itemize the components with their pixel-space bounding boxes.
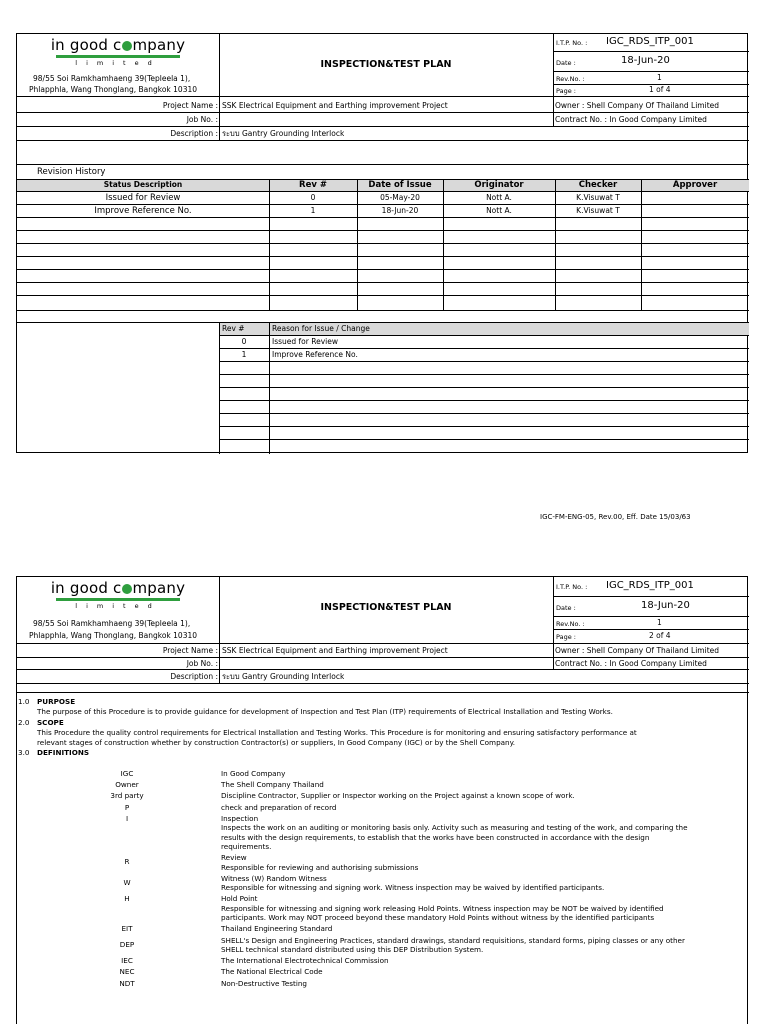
label-date: Date : — [556, 59, 576, 67]
table-cell: 05-May-20 — [380, 193, 420, 202]
table-cell: 1 — [310, 206, 316, 215]
definition-text: In Good Company — [221, 769, 286, 778]
form-footer: IGC-FM-ENG-05, Rev.00, Eff. Date 15/03/63 — [540, 513, 691, 521]
label-itp-no: I.T.P. No. : — [556, 39, 588, 47]
project-name: SSK Electrical Equipment and Earthing improvement Project — [222, 646, 448, 655]
page-number: 1 of 4 — [649, 85, 671, 94]
label-rev-no: Rev.No. : — [556, 75, 585, 83]
label-description: Description : — [170, 129, 218, 138]
revision-number: 1 — [657, 618, 662, 627]
itp-page-2 — [16, 576, 748, 1024]
table-cell: Nott A. — [486, 193, 512, 202]
label-date: Date : — [556, 604, 576, 612]
purpose-text: The purpose of this Procedure is to provide guidance for development of Inspection and Test Plan (ITP) requirements of Electrical Installation and Testing Works. — [37, 707, 613, 716]
reason-header-rev: Rev # — [222, 324, 245, 333]
scope-text-2: relevant stages of construction whether by construction Contractor(s) or suppliers, In Good Company (IGC) or by the Shell Company. — [37, 738, 516, 747]
project-name: SSK Electrical Equipment and Earthing improvement Project — [222, 101, 448, 110]
rh-header-rev: Rev # — [299, 180, 327, 190]
definition-text: Responsible for reviewing and authorising submissions — [221, 862, 419, 872]
definition-term: NEC — [119, 967, 135, 977]
label-itp-no: I.T.P. No. : — [556, 583, 588, 591]
logo-dot-icon — [122, 584, 132, 594]
label-rev-no: Rev.No. : — [556, 620, 585, 628]
reason-header-reason: Reason for Issue / Change — [272, 324, 370, 333]
definition-text: Inspection — [221, 813, 259, 823]
company-logo: in good c mpany limited — [50, 36, 186, 67]
company-address-1: 98/55 Soi Ramkhamhaeng 39(Tepleela 1), — [33, 74, 191, 83]
logo-dot-icon — [122, 41, 132, 51]
definition-text: Hold Point — [221, 894, 258, 904]
section-title-scope: SCOPE — [37, 718, 64, 727]
document-title: INSPECTION&TEST PLAN — [320, 603, 452, 613]
definition-term: Owner — [115, 780, 139, 790]
definition-text: The Shell Company Thailand — [221, 780, 324, 790]
contract-info: Contract No. : In Good Company Limited — [555, 659, 707, 668]
section-number: 2.0 — [18, 718, 30, 727]
table-cell: 18-Jun-20 — [381, 206, 419, 215]
description: ระบบ Gantry Grounding Interlock — [222, 672, 345, 681]
definition-text: The National Electrical Code — [221, 967, 323, 977]
rh-header-checker: Checker — [578, 180, 618, 190]
definition-text: results with the design requirements, to establish that the works have been constructed in accordance with the design — [221, 832, 650, 842]
table-cell: Improve Reference No. — [94, 206, 192, 216]
definition-term: W — [123, 877, 131, 887]
definition-term: R — [124, 857, 130, 867]
itp-number: IGC_RDS_ITP_001 — [606, 37, 694, 47]
revision-history-title: Revision History — [37, 167, 106, 177]
label-page: Page : — [556, 87, 576, 95]
table-cell: Nott A. — [486, 206, 512, 215]
contract-info: Contract No. : In Good Company Limited — [555, 115, 707, 124]
document-title: INSPECTION&TEST PLAN — [320, 60, 452, 70]
label-project-name: Project Name : — [162, 646, 218, 655]
table-cell: 0 — [241, 337, 247, 346]
label-project-name: Project Name : — [162, 101, 218, 110]
rh-header-date: Date of Issue — [368, 180, 432, 190]
definition-text: participants. Work may NOT proceed beyond these mandatory Hold Points without witness by the identified participants — [221, 913, 655, 923]
label-description: Description : — [170, 672, 218, 681]
definition-text: Responsible for witnessing and signing work. Witness inspection may be waived by identified participants. — [221, 883, 605, 893]
page-number: 2 of 4 — [649, 631, 671, 640]
table-cell: 1 — [241, 350, 247, 359]
scope-text-1: This Procedure the quality control requirements for Electrical Installation and Testing Works. This Procedure is for monitoring and ensuring satisfactory performance at — [37, 728, 637, 737]
rh-header-approver: Approver — [672, 180, 718, 190]
label-job-no: Job No. : — [186, 115, 218, 124]
section-number: 1.0 — [18, 697, 30, 706]
definition-term: P — [124, 802, 130, 812]
table-cell: 0 — [310, 193, 316, 202]
definition-term: IEC — [121, 956, 133, 966]
table-cell: K.Visuwat T — [576, 193, 620, 202]
definition-term: DEP — [119, 939, 135, 949]
rh-header-originator: Originator — [474, 180, 524, 190]
description: ระบบ Gantry Grounding Interlock — [222, 129, 345, 138]
section-number: 3.0 — [18, 748, 30, 757]
itp-number: IGC_RDS_ITP_001 — [606, 581, 694, 591]
label-page: Page : — [556, 633, 576, 641]
section-title-purpose: PURPOSE — [37, 697, 76, 706]
section-title-definitions: DEFINITIONS — [37, 748, 90, 757]
table-cell: Issued for Review — [105, 193, 181, 203]
definition-term: I — [125, 813, 129, 823]
revision-number: 1 — [657, 73, 662, 82]
table-cell: Issued for Review — [272, 337, 338, 346]
company-address-2: Phlapphla, Wang Thonglang, Bangkok 10310 — [29, 631, 198, 640]
definition-text: SHELL technical standard distributed using this DEP Distribution System. — [221, 945, 484, 954]
definition-text: Discipline Contractor, Supplier or Inspector working on the Project against a known scope of work. — [221, 791, 575, 801]
rh-header-status: Status Description — [103, 180, 183, 189]
issue-date: 18-Jun-20 — [641, 601, 690, 611]
definition-text: Inspects the work on an auditing or monitoring basis only. Activity such as measuring and testing of the work, and comparing the — [221, 823, 688, 833]
definition-term: 3rd party — [110, 791, 144, 801]
definition-term: EIT — [121, 924, 133, 934]
definition-term: IGC — [120, 769, 134, 778]
itp-page-1 — [16, 33, 748, 453]
definition-text: Non-Destructive Testing — [221, 978, 307, 988]
definition-term: H — [124, 894, 130, 904]
company-logo: in good c mpany limited — [50, 579, 186, 610]
definition-text: requirements. — [221, 842, 272, 851]
label-job-no: Job No. : — [186, 659, 218, 668]
definition-text: Thailand Engineering Standard — [221, 924, 333, 934]
company-address-1: 98/55 Soi Ramkhamhaeng 39(Tepleela 1), — [33, 619, 191, 628]
owner-info: Owner : Shell Company Of Thailand Limited — [555, 101, 720, 110]
company-address-2: Phlapphla, Wang Thonglang, Bangkok 10310 — [29, 85, 198, 94]
definition-text: The International Electrotechnical Commission — [221, 956, 389, 966]
owner-info: Owner : Shell Company Of Thailand Limited — [555, 646, 720, 655]
definition-text: SHELL's Design and Engineering Practices, standard drawings, standard requisitions, standard forms, piping classes or any other — [221, 935, 685, 945]
table-cell: Improve Reference No. — [272, 350, 358, 359]
table-cell: K.Visuwat T — [576, 206, 620, 215]
definition-text: Review — [221, 853, 247, 863]
definition-term: NDT — [119, 978, 135, 988]
definition-text: Responsible for witnessing and signing work releasing Hold Points. Witness inspection may be NOT be waived by identified — [221, 903, 664, 913]
definition-text: Witness (W) Random Witness — [221, 873, 327, 883]
issue-date: 18-Jun-20 — [621, 56, 670, 66]
definition-text: check and preparation of record — [221, 802, 337, 812]
